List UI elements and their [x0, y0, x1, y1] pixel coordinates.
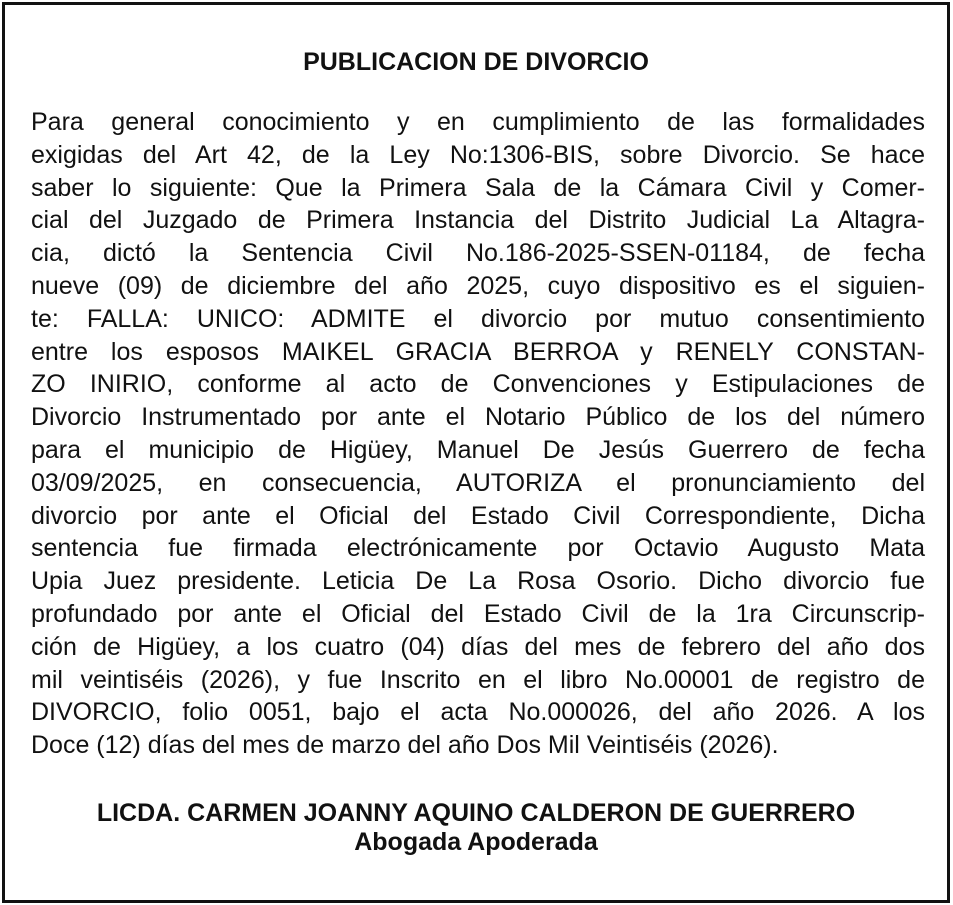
signatory-role: Abogada Apoderada [354, 828, 598, 856]
body-line: exigidas del Art 42, de la Ley No:1306-BIS, sobre Divorcio. Se hace [31, 140, 925, 169]
body-line: Para general conocimiento y en cumplimiento de las formalidades [31, 108, 925, 136]
body-line: Doce (12) días del mes de marzo del año Dos Mil Veintiséis (2026). [31, 731, 779, 760]
body-line: entre los esposos MAIKEL GRACIA BERROA y RENELY CONSTAN- [31, 337, 925, 366]
body-line: profundado por ante el Oficial del Estado Civil de la 1ra Circunscrip- [31, 599, 925, 628]
body-line: te: FALLA: UNICO: ADMITE el divorcio por mutuo consentimiento [31, 304, 925, 333]
body-line: Upia Juez presidente. Leticia De La Rosa Osorio. Dicho divorcio fue [31, 567, 925, 596]
signatory-name: LICDA. CARMEN JOANNY AQUINO CALDERON DE GUERRERO [96, 799, 856, 827]
body-line: 03/09/2025, en consecuencia, AUTORIZA el pronunciamiento del [31, 468, 925, 497]
notice-body [31, 106, 925, 762]
body-line: cia, dictó la Sentencia Civil No.186-2025-SSEN-01184, de fecha [31, 239, 925, 268]
body-line: ción de Higüey, a los cuatro (04) días del mes de febrero del año dos [31, 632, 925, 661]
body-line: cial del Juzgado de Primera Instancia del Distrito Judicial La Altagra- [31, 206, 925, 235]
body-line: saber lo siguiente: Que la Primera Sala de la Cámara Civil y Comer- [31, 173, 925, 202]
notice-title: PUBLICACION DE DIVORCIO [303, 48, 649, 76]
body-line: para el municipio de Higüey, Manuel De Jesús Guerrero de fecha [31, 435, 925, 464]
body-line: Divorcio Instrumentado por ante el Notario Público de los del número [31, 403, 925, 432]
body-line: mil veintiséis (2026), y fue Inscrito en el libro No.00001 de registro de [31, 665, 925, 694]
body-line: ZO INIRIO, conforme al acto de Convenciones y Estipulaciones de [31, 370, 925, 399]
body-line: sentencia fue firmada electrónicamente por Octavio Augusto Mata [31, 534, 925, 563]
body-line: nueve (09) de diciembre del año 2025, cuyo dispositivo es el siguien- [31, 271, 925, 300]
notice-frame [2, 2, 950, 903]
body-line: divorcio por ante el Oficial del Estado Civil Correspondiente, Dicha [31, 501, 925, 530]
body-line: DIVORCIO, folio 0051, bajo el acta No.000026, del año 2026. A los [31, 698, 925, 727]
signature-block [5, 797, 947, 855]
